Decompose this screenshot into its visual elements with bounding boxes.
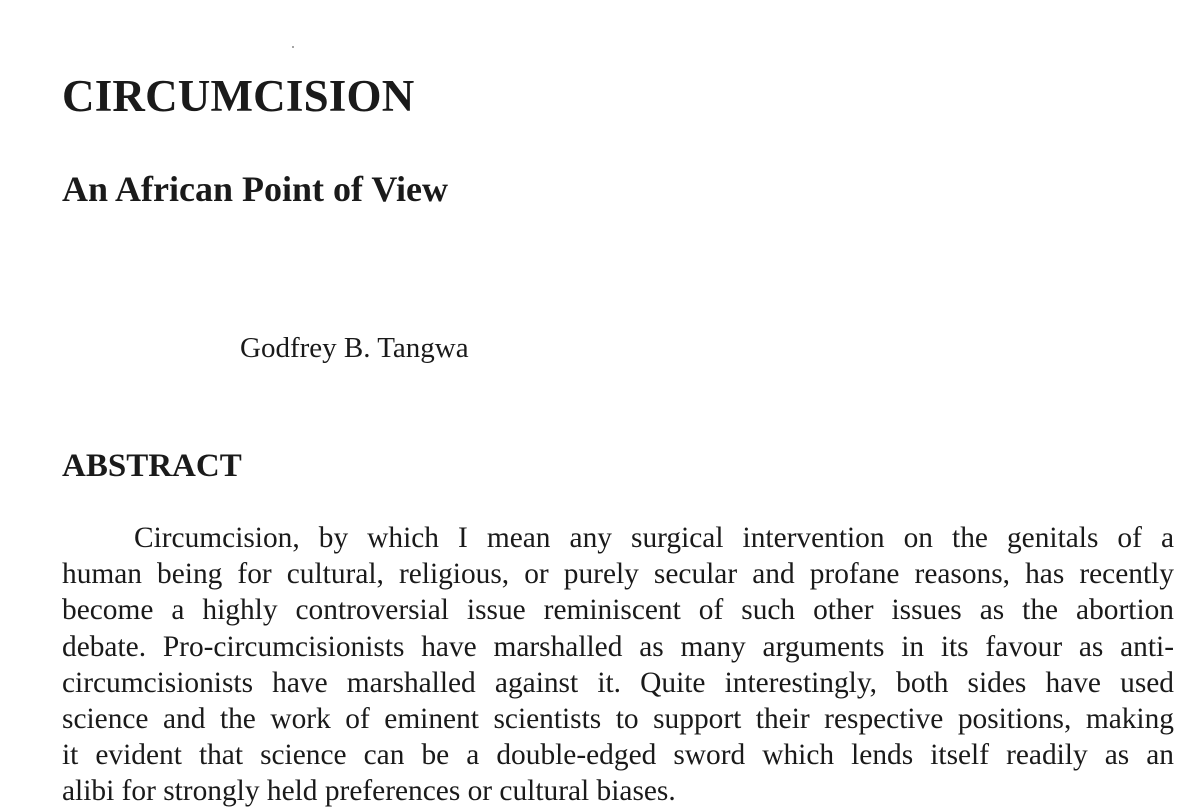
scan-speck [292, 46, 294, 48]
author-name: Godfrey B. Tangwa [240, 332, 469, 364]
abstract-paragraph [62, 520, 1174, 810]
abstract-line: circumcisionists have marshalled against it. Quite interestingly, both sides have used [62, 666, 1174, 699]
abstract-line: it evident that science can be a double-edged sword which lends itself readily as an [62, 739, 1174, 772]
article-subtitle: An African Point of View [62, 169, 448, 209]
abstract-line: debate. Pro-circumcisionists have marshalled as many arguments in its favour as anti- [62, 630, 1174, 663]
abstract-line: become a highly controversial issue reminiscent of such other issues as the abortion [62, 594, 1174, 627]
abstract-line: Circumcision, by which I mean any surgical intervention on the genitals of a [134, 522, 1174, 554]
article-title: CIRCUMCISION [62, 71, 415, 121]
abstract-heading: ABSTRACT [62, 448, 242, 484]
abstract-line: human being for cultural, religious, or purely secular and profane reasons, has recently [62, 558, 1174, 591]
abstract-line: science and the work of eminent scientists to support their respective positions, making [62, 702, 1174, 735]
abstract-line: alibi for strongly held preferences or cultural biases. [62, 775, 676, 808]
